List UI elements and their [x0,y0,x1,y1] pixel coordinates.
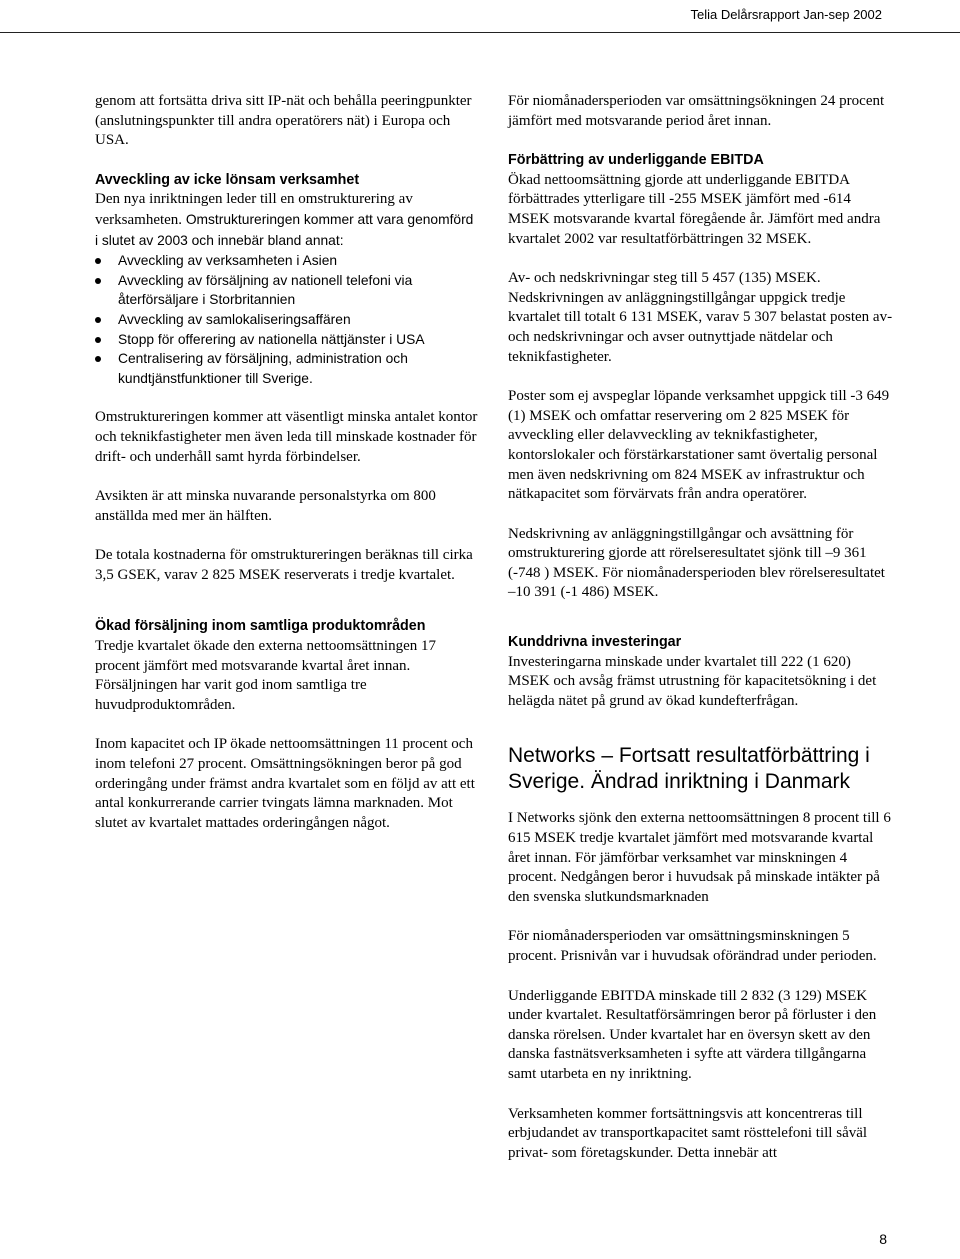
section-heading-okad-forsaljning: Ökad försäljning inom samtliga produktområden [95,618,426,635]
paragraph: Investeringarna minskade under kvartalet till 222 (1 620) MSEK och avsåg främst utrustning för kapacitetsökning i det helägda nätet på grund av ökad kundefterfrågan. [508,653,877,709]
paragraph: Poster som ej avspeglar löpande verksamhet uppgick till -3 649 (1) MSEK och omfattar reservering om 2 825 MSEK för avveckling eller delavveckling av teknikfastigheter, kontorslokaler och förstärkarstationer samt övertalig personal men även nedskrivning om 824 MSEK av infrastruktur och nätkapacitet som förvärvats från andra operatörer. [508,388,890,503]
section-heading-ebitda: Förbättring av underliggande EBITDA [508,152,764,169]
paragraph: Omstruktureringen kommer att väsentligt minska antalet kontor och teknikfastigheter men även leda till minskade kostnader för drift- och underhåll samt hyrda förbindelser. [95,409,478,465]
paragraph: De totala kostnaderna för omstruktureringen beräknas till cirka 3,5 GSEK, varav 2 825 MSEK reserverats i tredje kvartalet. [95,547,473,583]
paragraph: För niomånadersperioden var omsättningsökningen 24 procent jämfört med motsvarande period året innan. [508,93,885,129]
list-item: Avveckling av försäljning av nationell telefoni via återförsäljare i Storbritannien [95,271,478,310]
paragraph: Nedskrivning av anläggningstillgångar och avsättning för omstrukturering gjorde att rörelseresultatet sjönk till –9 361 (-748 ) MSEK. För niomånadersperioden blev rörelseresultatet –10 391 (-1 486) MSEK. [508,525,885,601]
bullet-icon [95,278,101,284]
section-heading-avveckling: Avveckling av icke lönsam verksamhet [95,171,360,188]
list-item: Avveckling av samlokaliseringsaffären [95,310,478,330]
section-heading-investeringar: Kunddrivna investeringar [508,634,682,651]
bullet-icon [95,337,101,343]
page-number: 8 [879,1231,887,1247]
paragraph: För niomånadersperioden var omsättningsminskningen 5 procent. Prisnivån var i huvudsak oförändrad under perioden. [508,928,877,964]
bullet-icon [95,258,101,264]
bullet-icon [95,356,101,362]
paragraph: I Networks sjönk den externa nettoomsättningen 8 procent till 6 615 MSEK tredje kvartalet jämfört med motsvarande kvartal året innan. För jämförbar verksamhet var minskningen 4 procent. Nedgången beror i huvudsak på minskade intäkter på den svenska slutkundsmarknaden [508,810,891,905]
bullet-list [95,251,478,388]
section-title-networks: Networks – Fortsatt resultatförbättring i Sverige. Ändrad inriktning i Danmark [508,744,870,794]
report-title: Telia Delårsrapport Jan-sep 2002 [690,7,882,22]
paragraph: Ökad nettoomsättning gjorde att underliggande EBITDA förbättrades ytterligare till -255 MSEK jämfört med -614 MSEK motsvarande kvartal föregående år. Jämfört med andra kvartalet 2002 var resultatförbättringen 32 MSEK. [508,171,881,247]
left-column [95,92,478,833]
right-column [508,92,893,1163]
paragraph: Avsikten är att minska nuvarande personalstyrka om 800 anställda med mer än hälften. [95,488,436,524]
list-item: Avveckling av verksamheten i Asien [95,251,478,271]
paragraph: Den nya inriktningen leder till en omstrukturering av verksamheten. Omstruktureringen kommer att vara genomförd i slutet av 2003 och innebär bland annat: [95,191,474,248]
list-item: Centralisering av försäljning, administration och kundtjänstfunktioner till Sverige. [95,349,478,388]
paragraph: Av- och nedskrivningar steg till 5 457 (135) MSEK. Nedskrivningen av anläggningstillgångar uppgick tredje kvartalet till totalt 6 131 MSEK, varav 5 307 belastat posten av- och nedskrivningar och avser outnyttjade nätdelar och teknikfastigheter. [508,270,893,365]
paragraph: Underliggande EBITDA minskade till 2 832 (3 129) MSEK under kvartalet. Resultatförsämringen beror på förluster i den danska rörelsen. Under kvartalet har en översyn skett av den danska fastnätsverksamheten i syfte att värdera tillgångarna samt utarbeta en ny inriktning. [508,987,877,1082]
paragraph: Verksamheten kommer fortsättningsvis att koncentreras till erbjudandet av transportkapacitet samt rösttelefoni till såväl privat- som företagskunder. Detta innebär att [508,1105,868,1161]
list-item: Stopp för offerering av nationella nättjänster i USA [95,330,478,350]
intro-paragraph: genom att fortsätta driva sitt IP-nät och behålla peeringpunkter (anslutningspunkter till andra operatörers nät) i Europa och USA. [95,93,472,149]
paragraph: Inom kapacitet och IP ökade nettoomsättningen 11 procent och inom telefoni 27 procent. Omsättningsökningen beror på god orderingång under främst andra kvartalet som en följd av att ett antal konkurrerande carrier tvingats lämna marknaden. Mot slutet av kvartalet mattades orderingången något. [95,736,475,831]
bullet-icon [95,317,101,323]
page-header [0,0,960,33]
paragraph: Tredje kvartalet ökade den externa nettoomsättningen 17 procent jämfört med motsvarande kvartal året innan. Försäljningen har varit god inom samtliga tre huvudproduktområden. [95,638,437,713]
